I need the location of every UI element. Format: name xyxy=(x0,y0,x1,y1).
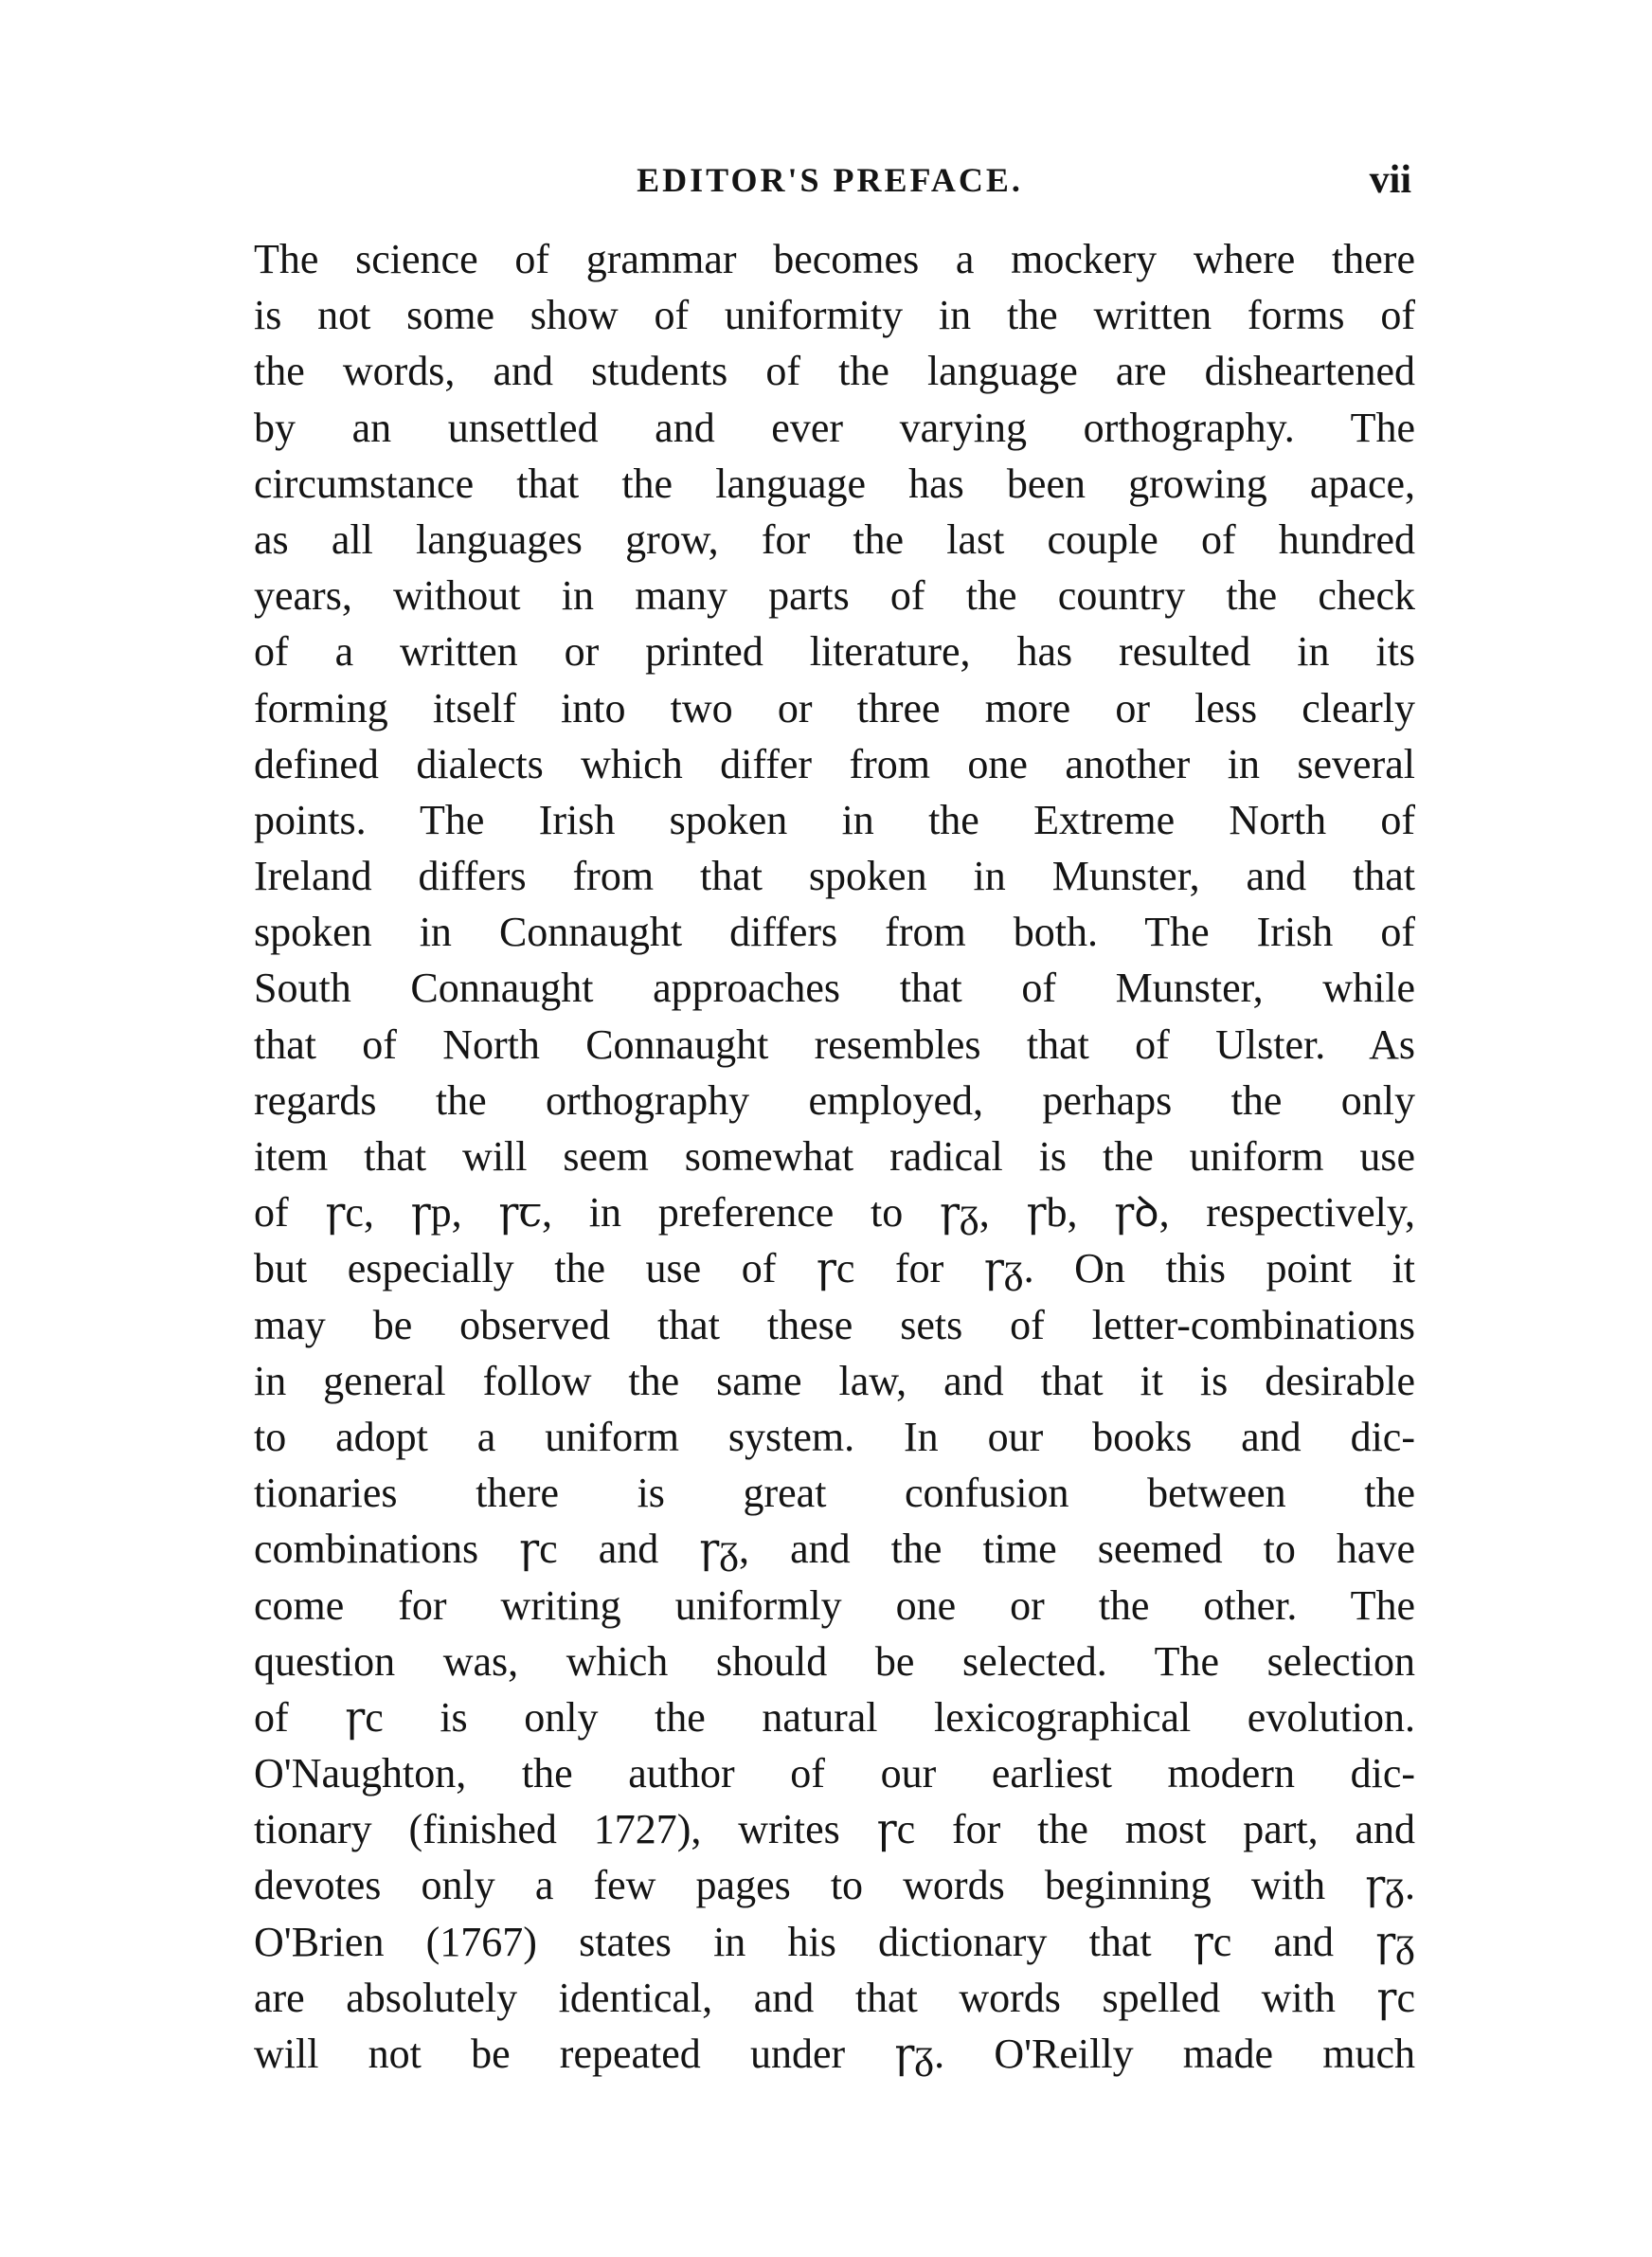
running-head-title: EDITOR'S PREFACE. xyxy=(637,161,1023,199)
text-line: item that will seem somewhat radical is the uniform use xyxy=(254,1133,1415,1180)
text-line: of ꞅc, ꞅp, ꞅꞇ, in preference to ꞅᵹ, ꞅb, ꞅꝺ, respectively, xyxy=(254,1189,1415,1237)
text-line: circumstance that the language has been growing apace, xyxy=(254,460,1415,507)
text-line: may be observed that these sets of letter-combinations xyxy=(254,1301,1415,1348)
text-line: Ireland differs from that spoken in Munster, and that xyxy=(254,853,1415,900)
text-line: is not some show of uniformity in the written forms of xyxy=(254,292,1415,339)
text-line: but especially the use of ꞅc for ꞅᵹ. On this point it xyxy=(254,1245,1415,1292)
text-line: defined dialects which differ from one another in several xyxy=(254,740,1415,787)
text-line: combinations ꞅc and ꞅᵹ, and the time seemed to have xyxy=(254,1526,1415,1573)
text-line: The science of grammar becomes a mockery where there xyxy=(254,236,1415,282)
text-line: years, without in many parts of the country the check xyxy=(254,572,1415,620)
text-line: tionary (finished 1727), writes ꞅc for the most part, and xyxy=(254,1806,1415,1853)
text-line: South Connaught approaches that of Munster, while xyxy=(254,965,1415,1012)
text-line: are absolutely identical, and that words spelled with ꞅc xyxy=(254,1974,1415,2021)
text-line: of a written or printed literature, has resulted in its xyxy=(254,628,1415,676)
text-line: the words, and students of the language are disheartened xyxy=(254,348,1415,395)
text-line: forming itself into two or three more or less clearly xyxy=(254,684,1415,731)
text-line: spoken in Connaught differs from both. The Irish of xyxy=(254,909,1415,956)
text-line: will not be repeated under ꞅᵹ. O'Reilly made much xyxy=(254,2031,1415,2077)
page-number: vii xyxy=(1369,158,1411,202)
text-line: O'Brien (1767) states in his dictionary that ꞅc and ꞅᵹ xyxy=(254,1918,1415,1965)
text-line: by an unsettled and ever varying orthography. The xyxy=(254,404,1415,451)
text-line: regards the orthography employed, perhaps the only xyxy=(254,1076,1415,1124)
text-line: that of North Connaught resembles that of Ulster. As xyxy=(254,1020,1415,1068)
text-line: O'Naughton, the author of our earliest modern dic- xyxy=(254,1750,1415,1797)
text-line: devotes only a few pages to words beginning with ꞅᵹ. xyxy=(254,1862,1415,1909)
text-line: as all languages grow, for the last couple of hundred xyxy=(254,515,1415,563)
text-line: tionaries there is great confusion between the xyxy=(254,1470,1415,1517)
running-head xyxy=(248,152,1411,208)
text-line: points. The Irish spoken in the Extreme North of xyxy=(254,796,1415,843)
text-line: come for writing uniformly one or the other. The xyxy=(254,1581,1415,1629)
body-text xyxy=(254,231,1415,2082)
text-line: in general follow the same law, and that it is desirable xyxy=(254,1357,1415,1404)
text-line: of ꞅc is only the natural lexicographical evolution. xyxy=(254,1693,1415,1741)
text-line: to adopt a uniform system. In our books and dic- xyxy=(254,1413,1415,1460)
text-line: question was, which should be selected. The selection xyxy=(254,1637,1415,1685)
